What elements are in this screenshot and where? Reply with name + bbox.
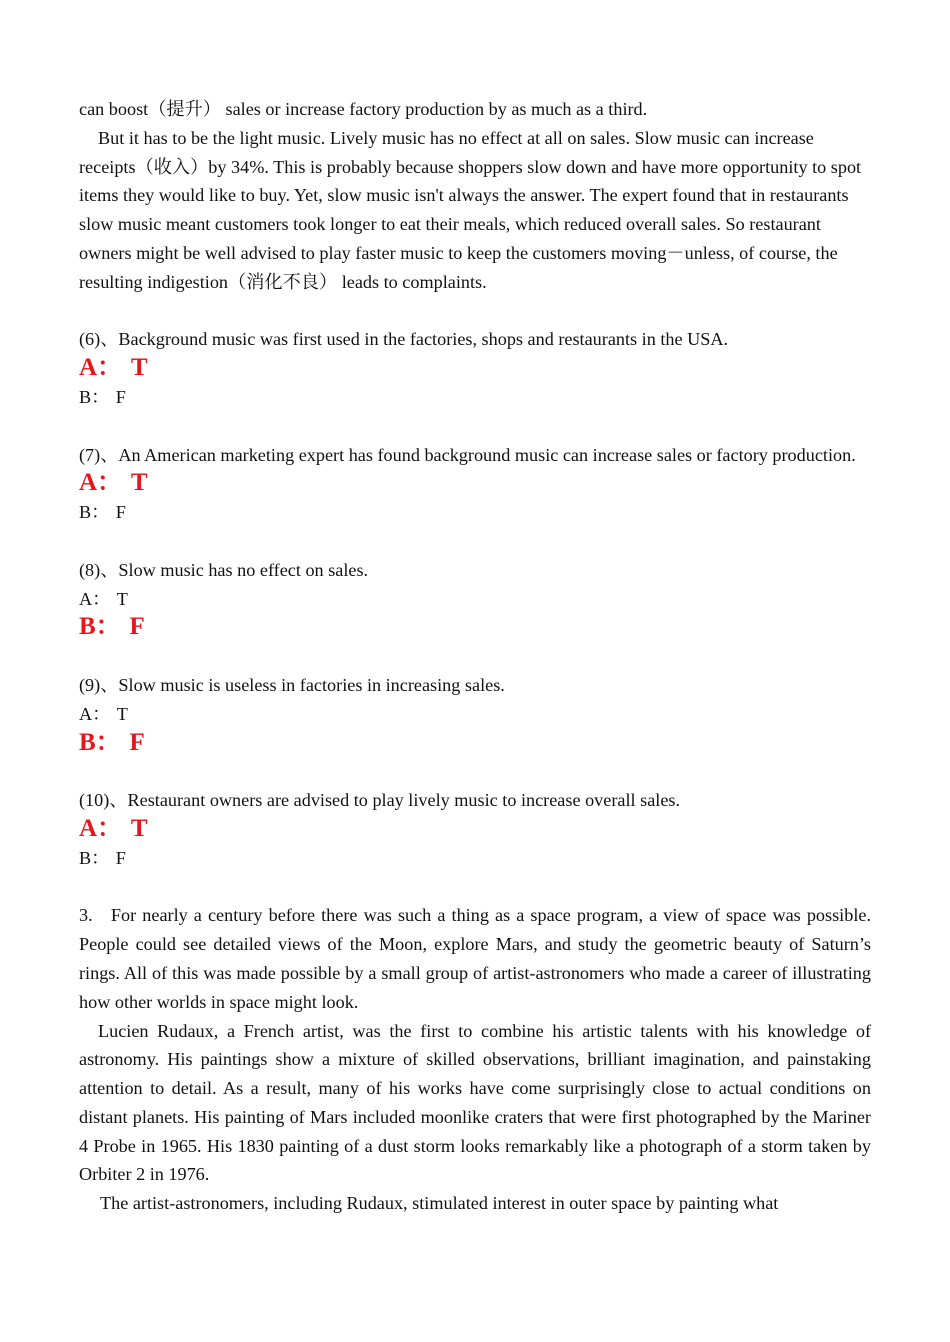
option-letter: B： xyxy=(79,386,110,407)
passage-continuation-line: can boost（提升） sales or increase factory production by as much as a third. xyxy=(79,99,648,119)
option-letter: A： xyxy=(79,814,123,842)
question-text xyxy=(79,671,871,700)
spacer xyxy=(79,412,871,441)
option-a-correct[interactable] xyxy=(79,815,871,844)
question-block xyxy=(79,556,871,642)
document-page xyxy=(79,95,871,1218)
question-number: (7)、 xyxy=(79,444,119,465)
passage-3-paragraph-3: The artist-astronomers, including Rudaux, stimulated interest in outer space by painting what xyxy=(100,1193,779,1214)
question-block xyxy=(79,671,871,757)
question-number: (6)、 xyxy=(79,329,119,350)
question-number: (9)、 xyxy=(79,674,119,695)
passage-paragraph: But it has to be the light music. Lively music has no effect at all on sales. Slow music can increase receipts（收入）by 34%. This is probably because shoppers slow down and have more opportunity to spot items they would like to buy. Yet, slow music isn't always the answer. The expert found that in restaurants slow music meant customers took longer to eat their meals, which reduced overall sales. So restaurant owners might be well advised to play faster music to keep the customers moving－unless, of course, the resulting indigestion（消化不良） leads to complaints. xyxy=(79,127,862,292)
option-value: T xyxy=(130,354,148,382)
option-b[interactable] xyxy=(79,498,871,527)
option-value: T xyxy=(116,588,128,609)
question-number: (8)、 xyxy=(79,559,119,580)
option-a[interactable] xyxy=(79,700,871,729)
option-letter: B： xyxy=(79,847,110,868)
question-statement: Slow music is useless in factories in increasing sales. xyxy=(118,674,505,695)
option-a-correct[interactable] xyxy=(79,354,871,383)
question-block xyxy=(79,325,871,411)
question-text xyxy=(79,786,871,815)
passage-number: 3. xyxy=(79,905,93,926)
option-value: F xyxy=(129,613,145,641)
question-statement: An American marketing expert has found background music can increase sales or factory production. xyxy=(118,444,856,465)
option-letter: A： xyxy=(79,469,123,497)
spacer xyxy=(79,297,871,326)
spacer xyxy=(79,642,871,671)
option-b-correct[interactable] xyxy=(79,613,871,642)
option-b[interactable] xyxy=(79,844,871,873)
question-text xyxy=(79,325,871,354)
question-block xyxy=(79,786,871,872)
option-value: T xyxy=(116,703,128,724)
question-number: (10)、 xyxy=(79,790,128,811)
option-letter: A： xyxy=(79,354,123,382)
question-statement: Background music was first used in the factories, shops and restaurants in the USA. xyxy=(118,329,729,350)
option-value: F xyxy=(115,847,126,868)
option-value: F xyxy=(129,728,145,756)
passage-text: For nearly a century before there was such a thing as a space program, a view of space was possible. People could see detailed views of the Moon, explore Mars, and study the geometric beauty of Saturn’s rings. All of this was made possible by a small group of artist-astronomers who made a career of illustrating how other worlds in space might look. xyxy=(79,905,871,1012)
spacer xyxy=(79,757,871,786)
option-b[interactable] xyxy=(79,383,871,412)
option-b-correct[interactable] xyxy=(79,729,871,758)
option-value: F xyxy=(115,502,126,523)
option-letter: A： xyxy=(79,703,111,724)
option-value: T xyxy=(130,469,148,497)
option-letter: A： xyxy=(79,588,111,609)
question-statement: Restaurant owners are advised to play lively music to increase overall sales. xyxy=(127,790,681,811)
question-text xyxy=(79,441,871,470)
passage-3-paragraph-1 xyxy=(79,901,871,1016)
option-value: T xyxy=(130,814,148,842)
question-statement: Slow music has no effect on sales. xyxy=(118,559,369,580)
spacer xyxy=(79,527,871,556)
spacer xyxy=(79,873,871,902)
option-a-correct[interactable] xyxy=(79,469,871,498)
option-letter: B： xyxy=(79,502,110,523)
option-a[interactable] xyxy=(79,585,871,614)
option-letter: B： xyxy=(79,728,121,756)
question-text xyxy=(79,556,871,585)
option-value: F xyxy=(115,386,126,407)
option-letter: B： xyxy=(79,613,121,641)
passage-3-paragraph-2: Lucien Rudaux, a French artist, was the first to combine his artistic talents with his knowledge of astronomy. His paintings show a mixture of skilled observations, brilliant imagination, and painstaking attention to detail. As a result, many of his works have come surprisingly close to actual conditions on distant planets. His painting of Mars included moonlike craters that were first photographed by the Mariner 4 Probe in 1965. His 1830 painting of a dust storm looks remarkably like a photograph of a storm taken by Orbiter 2 in 1976. xyxy=(79,1020,871,1185)
question-block xyxy=(79,441,871,527)
